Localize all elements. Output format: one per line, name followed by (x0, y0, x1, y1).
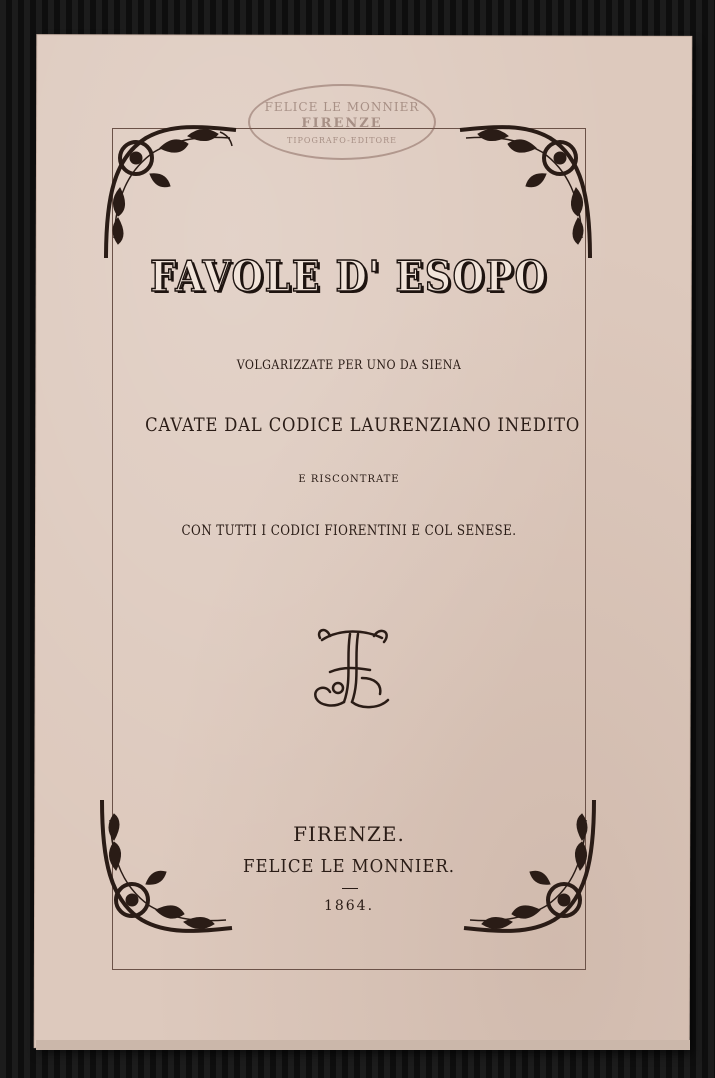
subtitle-riscontrate: E RISCONTRATE (298, 474, 400, 485)
imprint-rule (342, 888, 358, 889)
subtitle-volgarizzate: VOLGARIZZATE PER UNO DA SIENA (236, 358, 462, 373)
subtitle-codici-fiorentini: CON TUTTI I CODICI FIORENTINI E COL SENESE. (181, 523, 517, 539)
stamp-line-2: FIRENZE (301, 116, 383, 131)
stamp-line-3: TIPOGRAFO-EDITORE (287, 136, 397, 145)
book-title: FAVOLE D' ESOPO (150, 252, 548, 301)
imprint-year: 1864. (323, 898, 375, 914)
imprint-publisher: FELICE LE MONNIER. (243, 856, 455, 877)
page-edge (36, 1040, 690, 1050)
corner-ornament-top-left-icon (100, 118, 240, 258)
fl-monogram-icon (300, 618, 400, 718)
publisher-stamp (248, 84, 436, 160)
stamp-line-1: FELICE LE MONNIER (264, 100, 420, 114)
corner-ornament-top-right-icon (456, 118, 596, 258)
subtitle-codice-laurenziano: CAVATE DAL CODICE LAURENZIANO INEDITO (145, 414, 581, 436)
imprint-city: FIRENZE. (293, 822, 405, 846)
